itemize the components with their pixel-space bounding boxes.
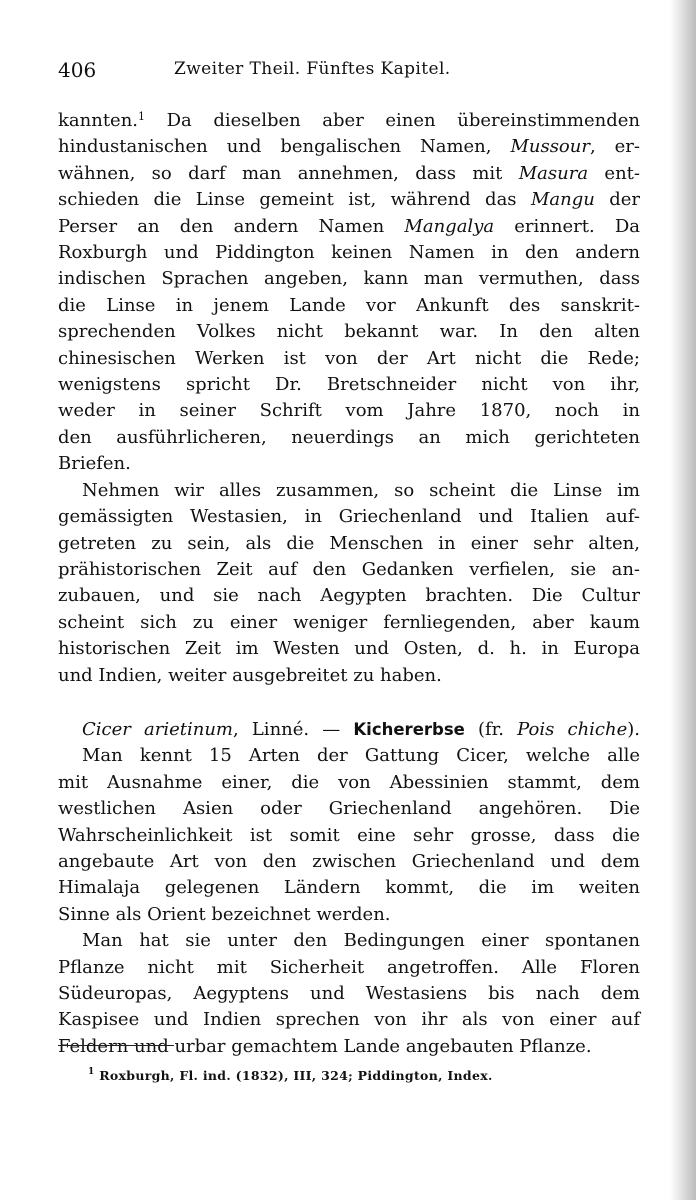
page-header [58,58,660,84]
species-name: Cicer arietinum [82,718,233,740]
text-line: Südeuropas, Aegyptens und Westasiens bis nach dem [58,983,640,1004]
text-line: Himalaja gelegenen Ländern kommt, die im weiten [58,877,640,899]
text-line: zubauen, und sie nach Aegypten brachten. Die Cultur [58,585,640,607]
plant-name-italic: Mussour [510,136,590,158]
text-line: Briefen. [58,453,131,475]
french-name: Pois chiche [517,718,628,740]
common-name: Kichererbse [353,719,465,739]
text-line: chinesischen Werken ist von der Art nicht die Rede; [58,347,640,369]
footnote-marker: 1 [88,1067,95,1077]
plant-name-italic: Mangalya [404,215,495,237]
text-line: wähnen, so darf man annehmen, dass mit Masura ent- [58,162,640,184]
text-line: weder in seiner Schrift vom Jahre 1870, noch in [58,400,640,422]
text-line: Sinne als Orient bezeichnet werden. [58,903,391,925]
plant-name-italic: Mangu [530,189,595,211]
text-line: schieden die Linse gemeint ist, während das Mangu der [58,189,640,211]
section-heading: Cicer arietinum, Linné. — Kichererbse (fr. Pois chiche). [82,718,641,740]
text-line: hindustanischen und bengalischen Namen, Mussour, er- [58,136,640,158]
page-number: 406 [58,58,97,82]
text-line: angebaute Art von den zwischen Griechenland und dem [58,850,640,872]
text-line: und Indien, weiter ausgebreitet zu haben. [58,664,442,686]
text-line: kannten.$^1$ Da dieselben aber einen übereinstimmenden [58,110,640,131]
text-line: mit Ausnahme einer, die von Abessinien stammt, dem [58,771,640,793]
text-line: sprechenden Volkes nicht bekannt war. In den alten [58,321,640,343]
text-line: Feldern und urbar gemachtem Lande angebauten Pflanze. [58,1035,592,1057]
text-line: historischen Zeit im Westen und Osten, d. h. in Europa [58,638,640,660]
text-line: Pflanze nicht mit Sicherheit angetroffen. Alle Floren [58,956,640,978]
footnote-text: Roxburgh, Fl. ind. (1832), III, 324; Piddington, Index. [94,1068,493,1083]
page-gutter-shadow [670,0,696,1200]
text-line: Perser an den andern Namen Mangalya erinnert. Da [58,215,640,237]
running-head: Zweiter Theil. Fünftes Kapitel. [174,59,451,79]
body-text [58,108,640,1060]
footnote-divider [58,1045,174,1046]
text-line: den ausführlicheren, neuerdings an mich gerichteten [58,426,640,448]
text-line: wenigstens spricht Dr. Bretschneider nicht von ihr, [58,374,640,396]
text-line: Kaspisee und Indien sprechen von ihr als von einer auf [58,1009,640,1031]
text-line: Nehmen wir alles zusammen, so scheint die Linse im [82,479,640,501]
text-line: prähistorischen Zeit auf den Gedanken verfielen, sie an- [58,558,640,580]
text-line: die Linse in jenem Lande vor Ankunft des sanskrit- [58,294,640,316]
text-line: Man kennt 15 Arten der Gattung Cicer, welche alle [82,745,640,767]
section-gap [58,689,640,717]
text-line: gemässigten Westasien, in Griechenland und Italien auf- [58,506,640,528]
plant-name-italic: Masura [518,162,589,184]
footnote-reference[interactable]: 1 [138,110,146,123]
text-line: getreten zu sein, als die Menschen in einer sehr alten, [58,532,640,554]
text-line: Roxburgh und Piddington keinen Namen in den andern [58,242,640,264]
text-line: westlichen Asien oder Griechenland angehören. Die [58,798,640,820]
text-line: scheint sich zu einer weniger fernliegenden, aber kaum [58,611,640,633]
text-line: indischen Sprachen angeben, kann man vermuthen, dass [58,268,640,290]
text-line: Man hat sie unter den Bedingungen einer spontanen [82,930,640,952]
footnote [88,1068,493,1083]
text-line: Wahrscheinlichkeit ist somit eine sehr grosse, dass die [58,824,640,846]
